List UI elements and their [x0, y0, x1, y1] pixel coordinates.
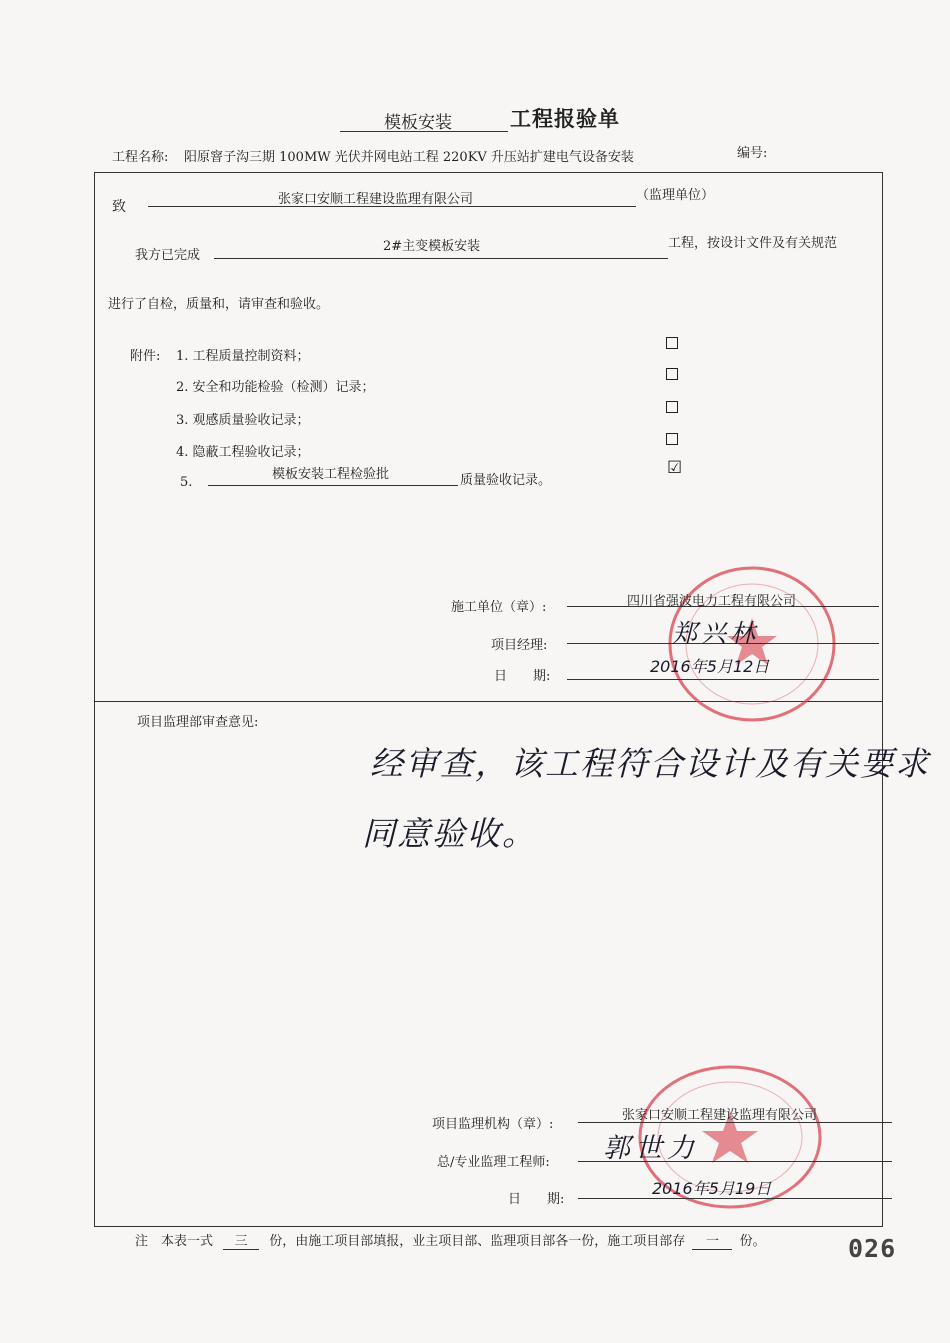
- engineer-signature: 郭世力: [603, 1133, 699, 1164]
- attachment-4: 4. 隐蔽工程验收记录；: [176, 445, 310, 460]
- page-number: 026: [848, 1234, 897, 1263]
- pm-label: 项目经理:: [491, 638, 548, 653]
- note-middle: 份，由施工项目部填报，业主项目部、监理项目部各一份，施工项目部存: [269, 1234, 686, 1249]
- contractor-label: 施工单位（章）:: [451, 600, 547, 615]
- engineer-label: 总/专业监理工程师:: [437, 1155, 550, 1170]
- supervisor-unit-label: （监理单位）: [636, 188, 715, 203]
- org-name: 张家口安顺工程建设监理有限公司: [622, 1108, 818, 1123]
- date-handwritten-2: 2016年5月19日: [652, 1179, 772, 1198]
- project-name: 阳原窨子沟三期 100MW 光伏并网电站工程 220KV 升压站扩建电气设备安装: [184, 150, 634, 165]
- attachment-5-fill: 模板安装工程检验批: [272, 467, 390, 482]
- work-item-underline: [214, 258, 668, 259]
- number-label: 编号:: [737, 146, 768, 161]
- keep-count: 一: [692, 1230, 732, 1250]
- note-suffix: 份。: [739, 1234, 766, 1249]
- attachment-5-number: 5.: [180, 475, 193, 490]
- attachment-2: 2. 安全和功能检验（检测）记录；: [176, 380, 375, 395]
- date-underline-1: [567, 679, 879, 680]
- completed-label: 我方已完成: [135, 248, 201, 263]
- to-label: 致: [112, 199, 126, 215]
- project-label: 工程名称:: [112, 150, 169, 165]
- attachment-1-checkbox[interactable]: [666, 337, 678, 349]
- opinion-line-2: 同意验收。: [362, 814, 537, 853]
- supervisor-company: 张家口安顺工程建设监理有限公司: [278, 192, 474, 207]
- attachment-4-checkbox[interactable]: [666, 433, 678, 445]
- copies-count: 三: [223, 1230, 259, 1250]
- footer-note: [135, 1230, 766, 1250]
- attachment-5-checkbox[interactable]: ☑: [667, 458, 683, 478]
- work-item: 2#主变模板安装: [383, 239, 481, 254]
- date-handwritten-1: 2016年5月12日: [650, 657, 770, 676]
- attachment-1: 1. 工程质量控制资料；: [176, 349, 310, 364]
- pm-signature: 郑兴林: [672, 619, 760, 648]
- opinion-line-1: 经审查，该工程符合设计及有关要求: [370, 744, 930, 783]
- attachments-label: 附件:: [130, 349, 161, 364]
- opinion-label: 项目监理部审查意见:: [137, 715, 259, 730]
- attachment-5-suffix: 质量验收记录。: [460, 473, 552, 488]
- attachment-2-checkbox[interactable]: [666, 368, 678, 380]
- form-type: 模板安装: [384, 113, 452, 133]
- date-label-1: 日 期:: [494, 669, 551, 684]
- attachment-3-checkbox[interactable]: [666, 401, 678, 413]
- after-work-text: 工程，按设计文件及有关规范: [668, 236, 838, 251]
- attachment-5-underline: [208, 485, 458, 486]
- attachment-3: 3. 观感质量验收记录；: [176, 413, 310, 428]
- org-label: 项目监理机构（章）:: [432, 1117, 554, 1132]
- date-label-2: 日 期:: [508, 1192, 565, 1207]
- continuation-text: 进行了自检，质量和，请审查和验收。: [108, 297, 330, 312]
- contractor-name: 四川省强波电力工程有限公司: [627, 594, 797, 609]
- note-prefix: 注 本表一式: [135, 1234, 214, 1249]
- page-title: 工程报验单: [510, 107, 620, 131]
